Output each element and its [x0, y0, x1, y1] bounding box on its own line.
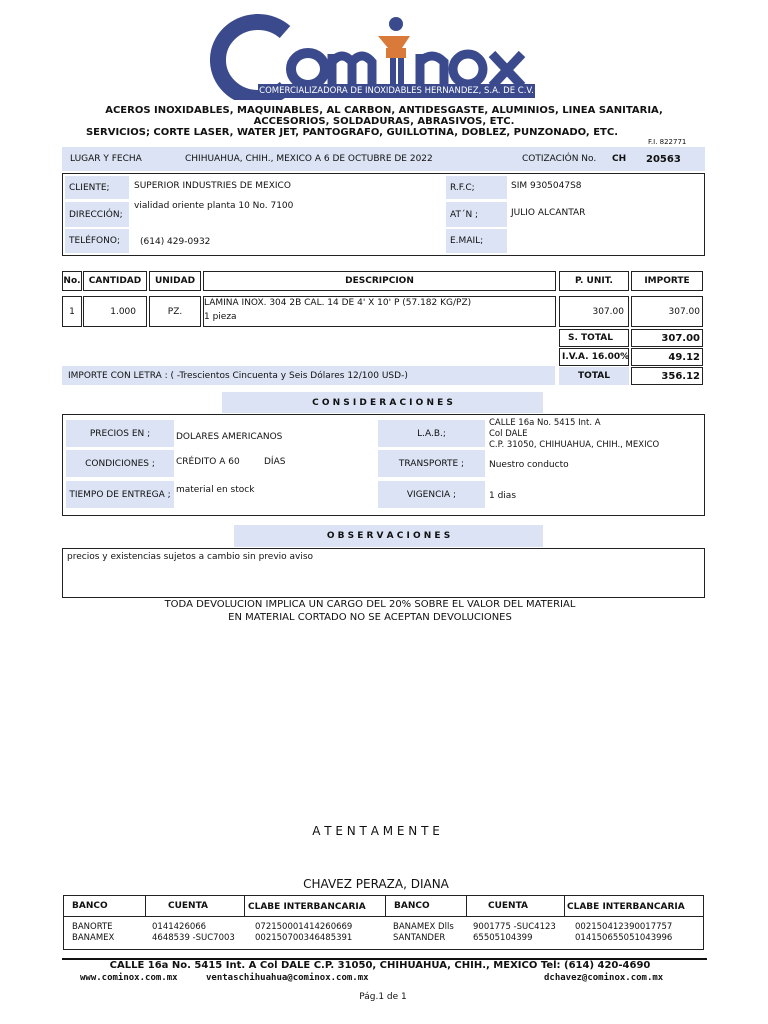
header-line-2: ACCESORIOS, SOLDADURAS, ABRASIVOS, ETC. — [253, 116, 515, 127]
bank-header-clabe-2: CLABE INTERBANCARIA — [567, 902, 685, 912]
iva-label-cell — [559, 348, 629, 366]
iva-label: I.V.A. — [562, 352, 589, 362]
rfc-value: SIM 9305047S8 — [511, 181, 582, 191]
bank-col2-row2: 4648539 -SUC7003 — [152, 933, 235, 943]
notice-line-1: TODA DEVOLUCION IMPLICA UN CARGO DEL 20% SOBRE EL VALOR DEL MATERIAL — [164, 599, 576, 610]
bank-col2-row1: 0141426066 — [152, 922, 207, 932]
bank-col-divider-5 — [564, 895, 565, 916]
condiciones-label: CONDICIONES ; — [66, 450, 174, 477]
lab-line-1: CALLE 16a No. 5415 Int. A — [489, 418, 601, 428]
logo-tagline-bar — [258, 84, 535, 98]
telefono-label: TELÉFONO; — [65, 229, 129, 253]
footer-web: www.cominox.com.mx — [80, 973, 178, 983]
col-cantidad-header: CANTIDAD — [83, 271, 147, 291]
subtotal-label: S. TOTAL — [559, 329, 629, 347]
table-row-cantidad: 1.000 — [83, 296, 147, 327]
col-no-header: No. — [62, 271, 82, 291]
logo-tagline: COMERCIALIZADORA DE INOXIDABLES HERNANDEZ, S.A. DE C.V. — [259, 86, 534, 96]
atn-label: AT´N ; — [446, 202, 507, 227]
cliente-label: CLIENTE; — [65, 176, 129, 199]
atentamente: A T E N T A M E N T E — [312, 824, 440, 838]
precios-label: PRECIOS EN ; — [66, 420, 174, 447]
cliente-value: SUPERIOR INDUSTRIES DE MEXICO — [134, 181, 291, 191]
place-date-value: CHIHUAHUA, CHIH., MEXICO A 6 DE OCTUBRE DE 2022 — [185, 154, 433, 164]
quote-series: CH — [612, 154, 627, 164]
place-date-label: LUGAR Y FECHA — [70, 154, 142, 164]
signature-name: CHAVEZ PERAZA, DIANA — [303, 877, 449, 891]
consideraciones-title: C O N S I D E R A C I O N E S — [222, 392, 543, 413]
email-label: E.MAIL; — [446, 229, 507, 253]
quote-label: COTIZACIÓN No. — [522, 154, 597, 164]
bank-header-cuenta-1: CUENTA — [168, 901, 208, 911]
bank-col3-row2: 002150700346485391 — [255, 933, 353, 943]
condiciones-dias: DÍAS — [264, 457, 286, 467]
rfc-label: R.F.C; — [446, 176, 507, 199]
lab-line-3: C.P. 31050, CHIHUAHUA, CHIH., MEXICO — [489, 440, 660, 450]
bank-header-banco-2: BANCO — [394, 901, 430, 911]
direccion-label: DIRECCIÓN; — [65, 202, 129, 227]
vigencia-value: 1 dias — [489, 491, 517, 501]
footer-email-2: dchavez@cominox.com.mx — [544, 973, 664, 983]
col-punit-header: P. UNIT. — [559, 271, 629, 291]
notice-line-2: EN MATERIAL CORTADO NO SE ACEPTAN DEVOLUCIONES — [228, 612, 512, 623]
footer-address: CALLE 16a No. 5415 Int. A Col DALE C.P. 31050, CHIHUAHUA, CHIH., MEXICO Tel: (614) 420-4690 — [109, 960, 651, 971]
vigencia-label: VIGENCIA ; — [378, 481, 485, 508]
col-importe-header: IMPORTE — [631, 271, 703, 291]
table-row-punit: 307.00 — [559, 296, 629, 327]
bank-col-divider-1 — [145, 895, 146, 916]
bank-header-banco-1: BANCO — [72, 901, 108, 911]
bank-col6-row2: 014150655051043996 — [575, 933, 673, 943]
bank-header-divider — [63, 916, 704, 917]
direccion-value: vialidad oriente planta 10 No. 7100 — [134, 201, 294, 211]
iva-rate: 16.00% — [591, 352, 630, 362]
footer-email-1: ventaschihuahua@cominox.com.mx — [206, 973, 369, 983]
bank-header-clabe-1: CLABE INTERBANCARIA — [248, 902, 366, 912]
table-row-no: 1 — [62, 296, 82, 327]
lab-label: L.A.B.; — [378, 420, 485, 447]
item-description: LAMINA INOX. 304 2B CAL. 14 DE 4' X 10' P (57.182 KG/PZ) — [204, 298, 472, 308]
bank-col5-row1: 9001775 -SUC4123 — [473, 922, 556, 932]
col-descripcion-header: DESCRIPCION — [203, 271, 556, 291]
bank-col4-row2: SANTANDER — [393, 933, 446, 943]
lab-line-2: Col DALE — [489, 429, 528, 439]
total-value: 356.12 — [631, 367, 703, 385]
bank-col1-row1: BANORTE — [72, 922, 113, 932]
header-line-1: ACEROS INOXIDABLES, MAQUINABLES, AL CARBON, ANTIDESGASTE, ALUMINIOS, LINEA SANITARIA, — [105, 105, 663, 116]
col-unidad-header: UNIDAD — [149, 271, 201, 291]
importe-letra: IMPORTE CON LETRA : ( -Trescientos Cincuenta y Seis Dólares 12/100 USD-) — [62, 366, 555, 385]
observaciones-text: precios y existencias sujetos a cambio sin previo aviso — [67, 552, 314, 562]
bank-col4-row1: BANAMEX Dlls — [393, 922, 454, 932]
bank-col1-row2: BANAMEX — [72, 933, 115, 943]
transporte-value: Nuestro conducto — [489, 460, 569, 470]
subtotal-value: 307.00 — [631, 329, 703, 347]
header-line-3: SERVICIOS; CORTE LASER, WATER JET, PANTOGRAFO, GUILLOTINA, DOBLEZ, PUNZONADO, ETC. — [85, 127, 618, 138]
total-label: TOTAL — [559, 367, 629, 385]
entrega-label: TIEMPO DE ENTREGA ; — [66, 481, 174, 508]
table-row-unidad: PZ. — [149, 296, 201, 327]
table-row-importe: 307.00 — [631, 296, 703, 327]
fi-number: F.I. 822771 — [648, 138, 687, 146]
observaciones-title: O B S E R V A C I O N E S — [234, 525, 543, 547]
bank-col6-row1: 002150412390017757 — [575, 922, 673, 932]
company-logo — [210, 14, 535, 100]
bank-col-divider-3 — [385, 895, 386, 916]
atn-value: JULIO ALCANTAR — [511, 208, 586, 218]
item-description-extra: 1 pieza — [204, 312, 237, 322]
iva-value: 49.12 — [631, 348, 703, 366]
precios-value: DOLARES AMERICANOS — [176, 432, 283, 442]
bank-col-divider-2 — [244, 895, 245, 916]
bank-col-divider-4 — [466, 895, 467, 916]
bank-header-cuenta-2: CUENTA — [488, 901, 528, 911]
telefono-value: (614) 429-0932 — [140, 237, 211, 247]
quote-number: 20563 — [646, 153, 681, 165]
condiciones-value: CRÉDITO A 60 — [176, 457, 240, 467]
entrega-value: material en stock — [176, 485, 255, 495]
page-number: Pág.1 de 1 — [359, 992, 407, 1002]
bank-col3-row1: 072150001414260669 — [255, 922, 353, 932]
bank-col5-row2: 65505104399 — [473, 933, 533, 943]
transporte-label: TRANSPORTE ; — [378, 450, 485, 477]
